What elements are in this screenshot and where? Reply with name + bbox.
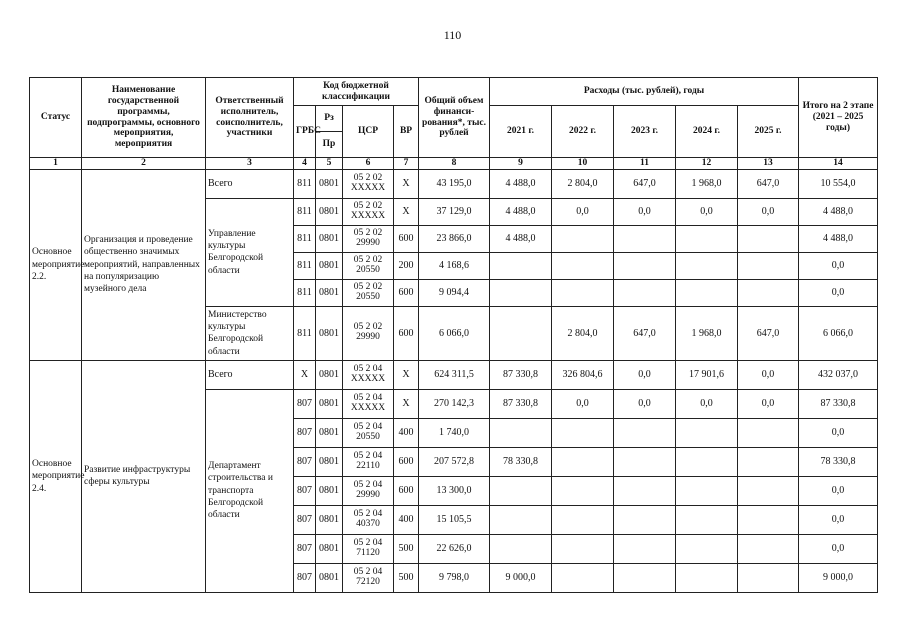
col-number: 3: [206, 158, 294, 170]
rzpr-cell: 0801: [316, 279, 343, 306]
col-number: 5: [316, 158, 343, 170]
header-2023: 2023 г.: [614, 106, 676, 158]
rzpr-cell: 0801: [316, 505, 343, 534]
y2021-cell: 4 488,0: [490, 169, 552, 198]
header-2022: 2022 г.: [552, 106, 614, 158]
vr-cell: 200: [394, 252, 419, 279]
y2024-cell: [676, 505, 738, 534]
vr-cell: 400: [394, 418, 419, 447]
rzpr-cell: 0801: [316, 563, 343, 592]
grbs-cell: 811: [294, 225, 316, 252]
table-row: [30, 169, 878, 198]
col-number: 14: [799, 158, 878, 170]
vr-cell: X: [394, 198, 419, 225]
stage-total-cell: 0,0: [799, 534, 878, 563]
stage-total-cell: 4 488,0: [799, 225, 878, 252]
rzpr-cell: 0801: [316, 418, 343, 447]
y2023-cell: [614, 279, 676, 306]
csr-cell: 05 2 04 71120: [343, 534, 394, 563]
total-cell: 9 094,4: [419, 279, 490, 306]
y2024-cell: [676, 563, 738, 592]
col-number: 11: [614, 158, 676, 170]
col-number: 4: [294, 158, 316, 170]
y2023-cell: [614, 476, 676, 505]
stage-total-cell: 432 037,0: [799, 360, 878, 389]
rzpr-cell: 0801: [316, 198, 343, 225]
rzpr-cell: 0801: [316, 534, 343, 563]
stage-total-cell: 0,0: [799, 279, 878, 306]
total-cell: 270 142,3: [419, 389, 490, 418]
grbs-cell: 807: [294, 447, 316, 476]
col-number: 6: [343, 158, 394, 170]
header-name: Наименование государственной программы, подпрограммы, основного мероприятия, мероприятия: [82, 78, 206, 158]
y2022-cell: 2 804,0: [552, 169, 614, 198]
y2025-cell: [738, 447, 799, 476]
stage-total-cell: 0,0: [799, 505, 878, 534]
total-cell: 15 105,5: [419, 505, 490, 534]
total-cell: 23 866,0: [419, 225, 490, 252]
grbs-cell: 807: [294, 389, 316, 418]
table-row: [30, 360, 878, 389]
csr-cell: 05 2 04 72120: [343, 563, 394, 592]
measure-status: Основное мероприятие 2.2.: [30, 169, 82, 360]
y2025-cell: [738, 225, 799, 252]
vr-cell: 500: [394, 534, 419, 563]
y2022-cell: [552, 505, 614, 534]
stage-total-cell: 0,0: [799, 252, 878, 279]
y2021-cell: 87 330,8: [490, 360, 552, 389]
grbs-cell: 807: [294, 563, 316, 592]
executor-cell: Всего: [206, 360, 294, 389]
header-2024: 2024 г.: [676, 106, 738, 158]
col-number: 8: [419, 158, 490, 170]
y2024-cell: 17 901,6: [676, 360, 738, 389]
total-cell: 207 572,8: [419, 447, 490, 476]
col-number: 9: [490, 158, 552, 170]
y2022-cell: [552, 252, 614, 279]
stage-total-cell: 4 488,0: [799, 198, 878, 225]
executor-cell: Управление культуры Белгородской области: [206, 198, 294, 306]
y2021-cell: 4 488,0: [490, 225, 552, 252]
y2024-cell: [676, 534, 738, 563]
header-stage-total: Итого на 2 этапе (2021 – 2025 годы): [799, 78, 878, 158]
measure-name: Развитие инфраструктуры сферы культуры: [82, 360, 206, 592]
grbs-cell: 807: [294, 476, 316, 505]
vr-cell: 500: [394, 563, 419, 592]
csr-cell: 05 2 04 40370: [343, 505, 394, 534]
csr-cell: 05 2 04 22110: [343, 447, 394, 476]
measure-name: Организация и проведение общественно значимых мероприятий, направленных на популяризацию музейного дела: [82, 169, 206, 360]
y2025-cell: [738, 418, 799, 447]
col-number: 12: [676, 158, 738, 170]
rzpr-cell: 0801: [316, 252, 343, 279]
col-number: 7: [394, 158, 419, 170]
y2024-cell: 0,0: [676, 389, 738, 418]
y2021-cell: [490, 505, 552, 534]
y2024-cell: [676, 418, 738, 447]
grbs-cell: 807: [294, 418, 316, 447]
header-total-financing: Общий объем финанси-рования*, тыс. рублей: [419, 78, 490, 158]
y2023-cell: [614, 252, 676, 279]
header-csr: ЦСР: [343, 106, 394, 158]
y2021-cell: [490, 252, 552, 279]
y2025-cell: [738, 534, 799, 563]
budget-table: [29, 77, 878, 593]
y2024-cell: [676, 225, 738, 252]
y2025-cell: [738, 252, 799, 279]
header-rz: Рз: [316, 106, 343, 132]
y2022-cell: [552, 563, 614, 592]
total-cell: 22 626,0: [419, 534, 490, 563]
grbs-cell: 811: [294, 252, 316, 279]
header-status: Статус: [30, 78, 82, 158]
y2023-cell: 0,0: [614, 198, 676, 225]
y2023-cell: [614, 505, 676, 534]
table-header: [30, 78, 878, 170]
y2024-cell: [676, 252, 738, 279]
y2021-cell: [490, 534, 552, 563]
y2021-cell: 78 330,8: [490, 447, 552, 476]
y2021-cell: 9 000,0: [490, 563, 552, 592]
stage-total-cell: 87 330,8: [799, 389, 878, 418]
vr-cell: 600: [394, 476, 419, 505]
vr-cell: X: [394, 360, 419, 389]
y2025-cell: 0,0: [738, 360, 799, 389]
grbs-cell: 811: [294, 306, 316, 360]
y2021-cell: [490, 306, 552, 360]
y2023-cell: [614, 447, 676, 476]
stage-total-cell: 10 554,0: [799, 169, 878, 198]
header-pr: Пр: [316, 132, 343, 158]
csr-cell: 05 2 02 29990: [343, 306, 394, 360]
y2022-cell: [552, 476, 614, 505]
total-cell: 9 798,0: [419, 563, 490, 592]
y2024-cell: [676, 447, 738, 476]
y2021-cell: [490, 279, 552, 306]
y2024-cell: [676, 476, 738, 505]
y2022-cell: 2 804,0: [552, 306, 614, 360]
y2022-cell: 0,0: [552, 389, 614, 418]
rzpr-cell: 0801: [316, 225, 343, 252]
header-2021: 2021 г.: [490, 106, 552, 158]
rzpr-cell: 0801: [316, 169, 343, 198]
col-number: 10: [552, 158, 614, 170]
y2023-cell: 647,0: [614, 169, 676, 198]
csr-cell: 05 2 04 29990: [343, 476, 394, 505]
measure-status: Основное мероприятие 2.4.: [30, 360, 82, 592]
vr-cell: 600: [394, 225, 419, 252]
col-number: 13: [738, 158, 799, 170]
y2025-cell: 0,0: [738, 389, 799, 418]
stage-total-cell: 9 000,0: [799, 563, 878, 592]
header-budget-code: Код бюджетной классификации: [294, 78, 419, 106]
y2022-cell: 326 804,6: [552, 360, 614, 389]
csr-cell: 05 2 02 20550: [343, 279, 394, 306]
executor-cell: Департамент строительства и транспорта Белгородской области: [206, 389, 294, 592]
rzpr-cell: 0801: [316, 360, 343, 389]
y2021-cell: [490, 418, 552, 447]
total-cell: 624 311,5: [419, 360, 490, 389]
total-cell: 13 300,0: [419, 476, 490, 505]
y2025-cell: 647,0: [738, 169, 799, 198]
csr-cell: 05 2 02 XXXXX: [343, 169, 394, 198]
header-vr: ВР: [394, 106, 419, 158]
y2025-cell: 647,0: [738, 306, 799, 360]
total-cell: 37 129,0: [419, 198, 490, 225]
total-cell: 1 740,0: [419, 418, 490, 447]
rzpr-cell: 0801: [316, 389, 343, 418]
stage-total-cell: 0,0: [799, 418, 878, 447]
rzpr-cell: 0801: [316, 476, 343, 505]
y2025-cell: 0,0: [738, 198, 799, 225]
y2025-cell: [738, 563, 799, 592]
y2023-cell: [614, 534, 676, 563]
table-body: [30, 169, 878, 592]
header-2025: 2025 г.: [738, 106, 799, 158]
csr-cell: 05 2 02 20550: [343, 252, 394, 279]
csr-cell: 05 2 04 XXXXX: [343, 360, 394, 389]
grbs-cell: 811: [294, 279, 316, 306]
csr-cell: 05 2 04 XXXXX: [343, 389, 394, 418]
y2023-cell: [614, 225, 676, 252]
page-number: 110: [443, 28, 462, 42]
vr-cell: 600: [394, 447, 419, 476]
csr-cell: 05 2 04 20550: [343, 418, 394, 447]
y2025-cell: [738, 476, 799, 505]
y2024-cell: [676, 279, 738, 306]
col-number: 2: [82, 158, 206, 170]
y2024-cell: 0,0: [676, 198, 738, 225]
rzpr-cell: 0801: [316, 447, 343, 476]
grbs-cell: 811: [294, 198, 316, 225]
y2022-cell: [552, 418, 614, 447]
y2022-cell: [552, 534, 614, 563]
vr-cell: 400: [394, 505, 419, 534]
y2021-cell: 87 330,8: [490, 389, 552, 418]
y2022-cell: [552, 447, 614, 476]
y2021-cell: [490, 476, 552, 505]
y2025-cell: [738, 279, 799, 306]
header-expenses: Расходы (тыс. рублей), годы: [490, 78, 799, 106]
stage-total-cell: 6 066,0: [799, 306, 878, 360]
stage-total-cell: 78 330,8: [799, 447, 878, 476]
executor-cell: Всего: [206, 169, 294, 198]
grbs-cell: 807: [294, 534, 316, 563]
y2023-cell: 0,0: [614, 360, 676, 389]
y2023-cell: 647,0: [614, 306, 676, 360]
y2023-cell: 0,0: [614, 389, 676, 418]
vr-cell: 600: [394, 279, 419, 306]
y2022-cell: [552, 279, 614, 306]
header-executor: Ответственный исполнитель, соисполнитель, участники: [206, 78, 294, 158]
executor-cell: Министерство культуры Белгородской области: [206, 306, 294, 360]
y2024-cell: 1 968,0: [676, 306, 738, 360]
y2023-cell: [614, 563, 676, 592]
csr-cell: 05 2 02 XXXXX: [343, 198, 394, 225]
vr-cell: 600: [394, 306, 419, 360]
grbs-cell: 807: [294, 505, 316, 534]
vr-cell: X: [394, 389, 419, 418]
y2025-cell: [738, 505, 799, 534]
grbs-cell: X: [294, 360, 316, 389]
header-grbs: ГРБС: [294, 106, 316, 158]
vr-cell: X: [394, 169, 419, 198]
y2022-cell: [552, 225, 614, 252]
y2023-cell: [614, 418, 676, 447]
y2021-cell: 4 488,0: [490, 198, 552, 225]
total-cell: 4 168,6: [419, 252, 490, 279]
col-number: 1: [30, 158, 82, 170]
total-cell: 43 195,0: [419, 169, 490, 198]
stage-total-cell: 0,0: [799, 476, 878, 505]
grbs-cell: 811: [294, 169, 316, 198]
rzpr-cell: 0801: [316, 306, 343, 360]
y2022-cell: 0,0: [552, 198, 614, 225]
y2024-cell: 1 968,0: [676, 169, 738, 198]
total-cell: 6 066,0: [419, 306, 490, 360]
csr-cell: 05 2 02 29990: [343, 225, 394, 252]
